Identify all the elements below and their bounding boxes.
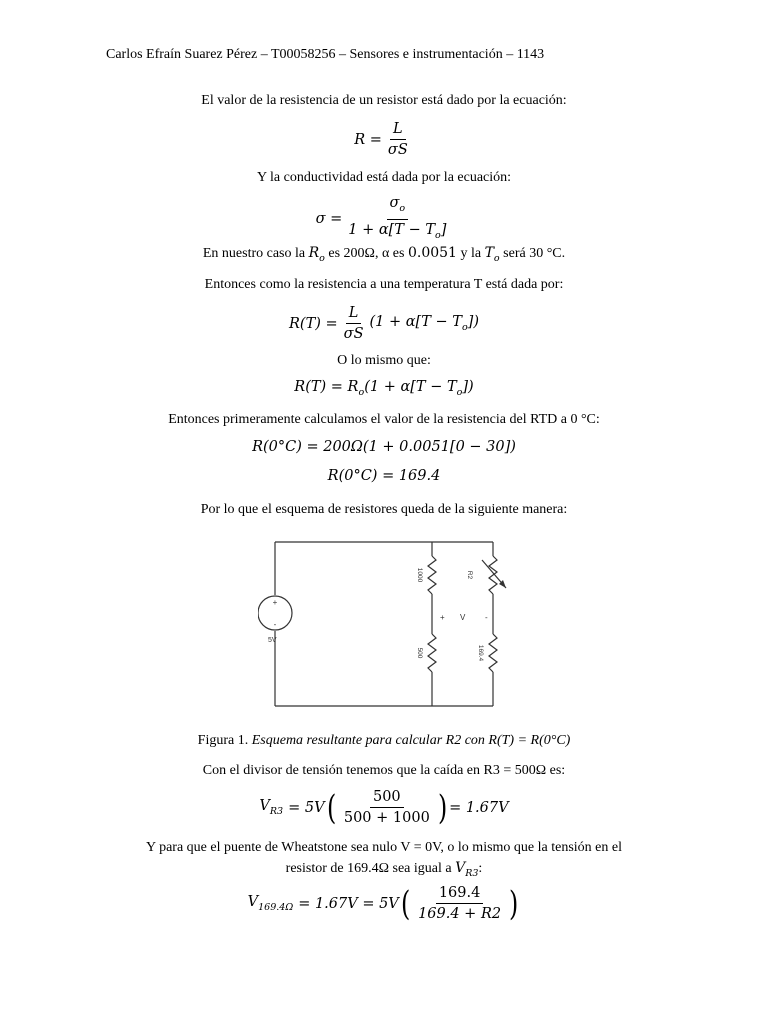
p3-t-sub: o — [493, 252, 500, 264]
p3-r: R — [308, 245, 320, 261]
paragraph-wheatstone-null-cont — [0, 859, 768, 883]
eq8-numerator: 169.4 — [436, 884, 484, 904]
eq8-denominator: 169.4 + R2 — [418, 906, 502, 922]
p9b-vr3 — [455, 860, 479, 879]
equation-v169 — [0, 884, 768, 923]
equation-r-of-t — [0, 304, 768, 343]
r2-label: R2 — [466, 570, 473, 580]
p3-t0 — [484, 245, 500, 264]
eq2-num-sub: o — [399, 202, 406, 214]
eq4-sub2: o — [456, 386, 463, 398]
eq5-body: R(0°C) = 200Ω(1 + 0.0051[0 − 30]) — [252, 439, 516, 455]
eq3-rhs — [370, 314, 479, 333]
p3-alpha-value: 0.0051 — [407, 245, 457, 261]
meter-minus-sign: - — [485, 613, 488, 622]
eq6-body: R(0°C) = 169.4 — [327, 468, 441, 484]
eq7-v-sub: R3 — [269, 805, 284, 817]
equation-r0c-value — [0, 468, 768, 484]
paragraph-wheatstone-null: Y para que el puente de Wheatstone sea nulo V = 0V, o lo mismo que la tensión en el — [145, 840, 622, 855]
paragraph-conductivity-intro: Y la conductividad está dada por la ecuación: — [256, 170, 512, 185]
caption-text: Esquema resultante para calcular R2 con R(T) = R(0°C) — [251, 733, 571, 748]
r4-label: 169.4 — [477, 644, 484, 662]
eq2-num-sigma: σ — [389, 195, 400, 211]
paragraph-our-case — [0, 244, 768, 268]
paragraph-temperature-intro: Entonces como la resistencia a una temperatura T está dada por: — [204, 277, 564, 292]
eq4-body — [294, 379, 473, 398]
eq7-lhs — [259, 798, 283, 817]
p3-text-a: En nuestro caso la — [202, 246, 306, 261]
eq4-sub1: o — [358, 386, 365, 398]
eq3-numerator: L — [346, 304, 362, 324]
caption-prefix: Figura 1. — [197, 733, 249, 748]
eq2-numerator — [387, 194, 409, 220]
eq7-fraction — [341, 788, 433, 827]
eq8-v: V — [247, 894, 259, 911]
equation-r0c-expanded — [0, 439, 768, 455]
p3-t: T — [484, 245, 494, 261]
eq2-den-sub: o — [435, 229, 441, 241]
source-plus-sign: + — [272, 598, 278, 607]
p3-text-e: será 30 °C. — [503, 246, 566, 261]
eq7-v: V — [259, 798, 270, 815]
eq4-c: ]) — [462, 379, 474, 395]
eq2-lhs: σ = — [315, 211, 343, 228]
eq8-fraction — [415, 884, 504, 923]
eq8-close-paren: ) — [509, 883, 519, 924]
r1-label: 1000 — [416, 567, 423, 583]
eq8-open-paren: ( — [400, 883, 411, 924]
paragraph-voltage-divider: Con el divisor de tensión tenemos que la caída en R3 = 500Ω es: — [202, 763, 566, 778]
p9b-text-a: resistor de 169.4Ω sea igual a — [285, 861, 452, 876]
paragraph-resistor-scheme: Por lo que el esquema de resistores queda de la siguiente manera: — [200, 502, 568, 517]
eq1-numerator: L — [390, 120, 406, 140]
equation-vr3 — [0, 788, 768, 827]
eq3-denominator: σS — [343, 326, 364, 342]
eq4-b: (1 + α[T − T — [364, 379, 457, 395]
eq7-numerator: 500 — [370, 788, 404, 808]
paragraph-resistance-intro: El valor de la resistencia de un resistor está dado por la ecuación: — [201, 93, 567, 108]
eq7-close-paren: ) — [437, 787, 448, 828]
eq3-rhs-sub: o — [461, 321, 468, 333]
page-header: Carlos Efraín Suarez Pérez – T00058256 – Sensores e instrumentación – 1143 — [106, 47, 545, 62]
eq3-rhs-b: ]) — [467, 314, 479, 331]
eq2-den-a: 1 + α[T − T — [348, 221, 436, 238]
source-voltage-label: 5V — [268, 637, 277, 644]
eq3-lhs: R(T) = — [289, 315, 338, 332]
p3-text-d: y la — [460, 246, 482, 261]
eq8-lhs — [248, 894, 294, 913]
p9b-colon: : — [478, 861, 483, 876]
eq1-denominator: σS — [387, 142, 408, 158]
equation-conductivity — [0, 194, 768, 245]
p3-r0 — [308, 245, 325, 264]
wheatstone-bridge-schematic — [258, 538, 518, 710]
eq2-den-b: ] — [440, 221, 447, 238]
paragraph-or-same: O lo mismo que: — [337, 353, 431, 368]
p3-r-sub: o — [319, 252, 325, 264]
eq2-denominator — [345, 220, 449, 245]
r3-label: 500 — [416, 647, 423, 659]
eq7-open-paren: ( — [326, 787, 336, 828]
source-minus-sign: - — [273, 620, 277, 629]
meter-plus-sign: + — [440, 613, 445, 622]
eq1-fraction — [385, 120, 411, 159]
eq8-mid: = 1.67V = 5V — [298, 895, 399, 912]
eq4-a: R(T) = R — [294, 379, 359, 395]
p3-text-b: es 200Ω, α es — [324, 246, 405, 261]
equation-r-of-t-r0 — [0, 379, 768, 398]
eq8-v-sub: 169.4Ω — [258, 901, 294, 913]
p9b-v-sub: R3 — [465, 867, 479, 879]
eq3-rhs-a: (1 + α[T − T — [369, 314, 462, 331]
p9b-v: V — [455, 860, 466, 876]
meter-v-label: V — [460, 613, 466, 622]
eq7-eq: = 5V — [288, 799, 325, 816]
eq1-lhs: R = — [354, 131, 382, 148]
eq7-rhs: = 1.67V — [449, 799, 509, 816]
eq7-denominator: 500 + 1000 — [343, 810, 430, 826]
paragraph-first-calc: Entonces primeramente calculamos el valor de la resistencia del RTD a 0 °C: — [168, 412, 600, 427]
figure-caption — [0, 732, 768, 750]
eq3-fraction — [341, 304, 367, 343]
eq2-fraction — [345, 194, 449, 245]
equation-resistance — [0, 120, 768, 159]
